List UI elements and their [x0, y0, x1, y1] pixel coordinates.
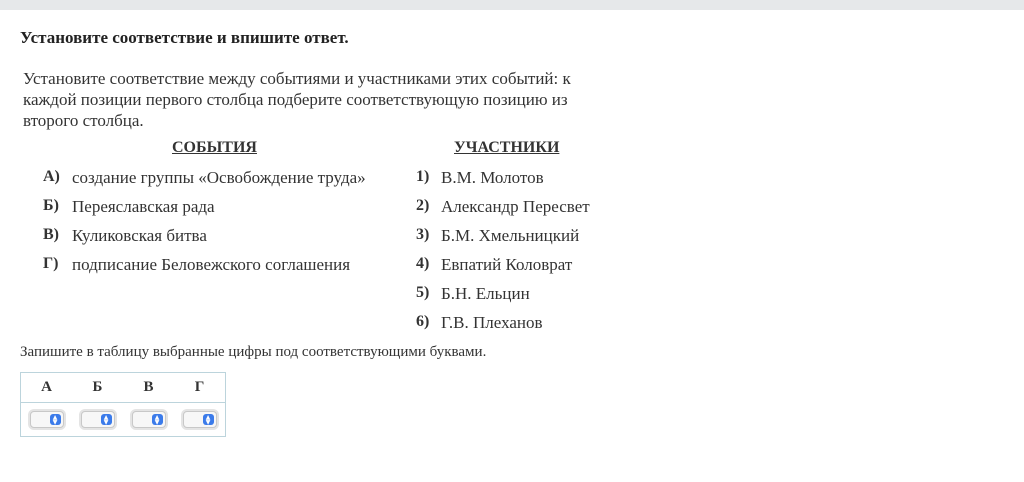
answer-cell-b [72, 403, 123, 437]
participant-text: Г.В. Плеханов [441, 313, 543, 332]
answer-table [20, 372, 226, 437]
select-arrows-icon: ▲ ▼ [152, 414, 163, 425]
event-text: создание группы «Освобождение труда» [72, 168, 366, 187]
event-key: Б) [43, 197, 59, 214]
answer-cell-a [21, 403, 73, 437]
select-arrows-icon: ▲ ▼ [101, 414, 112, 425]
event-key: А) [43, 168, 60, 185]
participant-key: 5) [416, 284, 430, 301]
answer-header-g: Г [174, 373, 226, 403]
participants-column-header: УЧАСТНИКИ [454, 139, 560, 156]
answer-cell-v [123, 403, 174, 437]
participant-key: 1) [416, 168, 430, 185]
event-text: Переяславская рада [72, 197, 215, 216]
participant-key: 3) [416, 226, 430, 243]
participant-text: Евпатий Коловрат [441, 255, 573, 274]
select-arrows-icon: ▲ ▼ [203, 414, 214, 425]
participant-text: Александр Пересвет [441, 197, 590, 216]
participant-key: 4) [416, 255, 430, 272]
answer-select-b[interactable] [81, 411, 115, 428]
event-text: Куликовская битва [72, 226, 207, 245]
participant-key: 2) [416, 197, 430, 214]
answer-cell-g [174, 403, 226, 437]
answer-header-b: Б [72, 373, 123, 403]
event-key: В) [43, 226, 59, 243]
participant-text: Б.Н. Ельцин [441, 284, 530, 303]
select-arrows-icon: ▲ ▼ [50, 414, 61, 425]
participant-key: 6) [416, 313, 430, 330]
event-text: подписание Беловежского соглашения [72, 255, 351, 274]
event-key: Г) [43, 255, 59, 272]
answer-select-a[interactable] [30, 411, 64, 428]
answer-select-g[interactable] [183, 411, 217, 428]
answer-header-a: А [21, 373, 73, 403]
events-column-header: СОБЫТИЯ [172, 139, 257, 156]
answer-select-v[interactable] [132, 411, 166, 428]
task-heading: Установите соответствие и впишите ответ. [20, 28, 349, 47]
participant-text: Б.М. Хмельницкий [441, 226, 580, 245]
answer-header-v: В [123, 373, 174, 403]
task-intro: Установите соответствие между событиями и участниками этих событий: к каждой позиции первого столбца подберите соответствующую позицию из второго столбца. [23, 69, 571, 130]
participant-text: В.М. Молотов [441, 168, 544, 187]
top-bar [0, 0, 1024, 10]
answer-instruction: Запишите в таблицу выбранные цифры под соответствующими буквами. [20, 344, 487, 360]
